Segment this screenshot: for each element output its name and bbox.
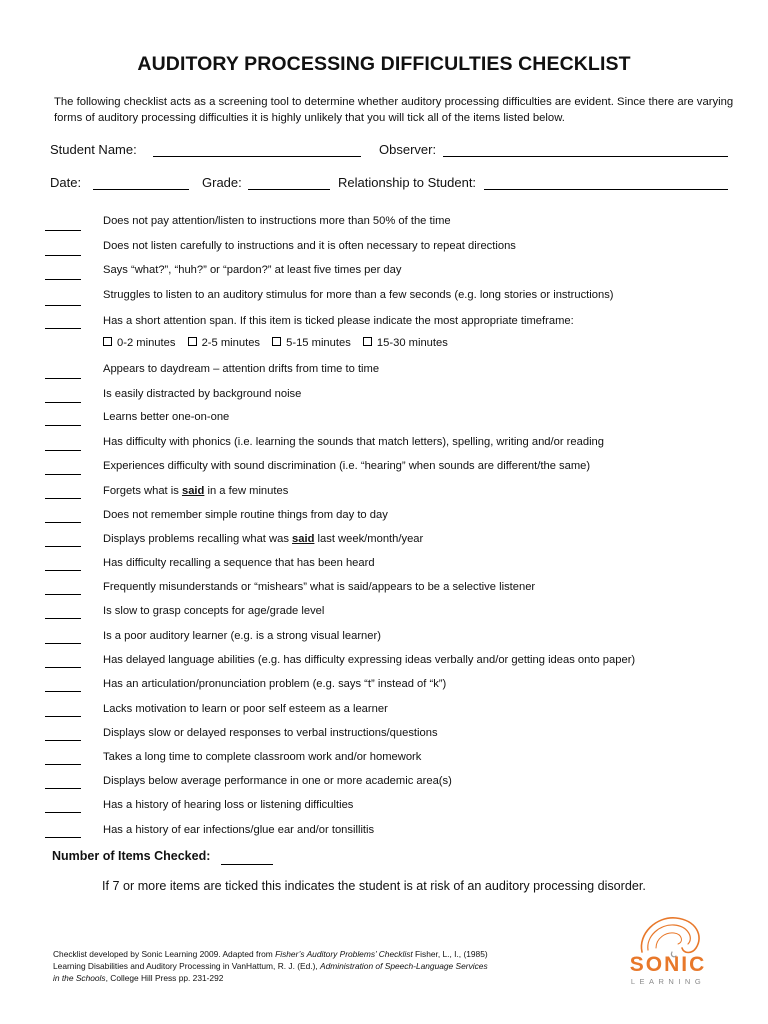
student-name-label: Student Name: [50,142,137,157]
checkbox-icon[interactable] [103,337,112,346]
checklist-item: Does not pay attention/listen to instructions more than 50% of the time [103,215,451,227]
items-checked-field[interactable] [221,864,273,865]
checklist-item: Has a history of hearing loss or listening difficulties [103,799,354,811]
checklist-item [103,485,288,497]
checklist-blank[interactable] [45,450,81,451]
checklist-item: Appears to daydream – attention drifts from time to time [103,363,380,375]
checklist-blank[interactable] [45,425,81,426]
item-text: Displays problems recalling what was [103,533,293,545]
checklist-item: Has an articulation/pronunciation problem (e.g. says “t” instead of “k”) [103,678,447,690]
checklist-blank[interactable] [45,279,81,280]
credit-text: Fisher, L., I., (1985) [412,949,488,959]
checklist-item: Does not listen carefully to instructions and it is often necessary to repeat directions [103,240,516,252]
item-emphasis: said [181,485,205,497]
checklist-item: Displays below average performance in one or more academic area(s) [103,775,452,787]
checklist-blank[interactable] [45,328,81,329]
checklist-item: Says “what?”, “huh?” or “pardon?” at least five times per day [103,264,402,276]
checklist-blank[interactable] [45,740,81,741]
timeframe-option[interactable] [363,337,448,349]
credits [53,948,573,984]
checklist-item: Is easily distracted by background noise [103,388,302,400]
logo-tagline: LEARNING [630,977,706,986]
checklist-blank[interactable] [45,498,81,499]
checklist-item: Has difficulty recalling a sequence that has been heard [103,557,375,569]
checklist-item: Has delayed language abilities (e.g. has difficulty expressing ideas verbally and/or getting ideas onto paper) [103,654,636,666]
checklist-item: Is a poor auditory learner (e.g. is a strong visual learner) [103,630,381,642]
checklist-blank[interactable] [45,474,81,475]
checklist-blank[interactable] [45,305,81,306]
checklist-blank[interactable] [45,618,81,619]
timeframe-label: 15-30 minutes [376,337,448,349]
intro-text: The following checklist acts as a screening tool to determine whether auditory processing difficulties are evident. Since there are varying forms of auditory processing difficulties it is highly unlikely that you will tick all of the items listed below. [54,96,734,124]
timeframe-option[interactable] [103,337,175,349]
checklist-blank[interactable] [45,378,81,379]
checkbox-icon[interactable] [272,337,281,346]
date-label: Date: [50,175,82,190]
checklist-blank[interactable] [45,788,81,789]
checklist-blank[interactable] [45,402,81,403]
checklist-item: Lacks motivation to learn or poor self esteem as a learner [103,703,388,715]
item-text: in a few minutes [204,485,289,497]
checklist-item [103,533,423,545]
checklist-blank[interactable] [45,812,81,813]
observer-field[interactable] [443,156,728,157]
credit-text: Checklist developed by Sonic Learning 2009. Adapted from [53,949,276,959]
checklist-item: Has a history of ear infections/glue ear and/or tonsillitis [103,824,375,836]
checklist-item: Is slow to grasp concepts for age/grade level [103,605,325,617]
credit-text: , College Hill Press pp. 231-292 [105,973,224,983]
items-checked-label: Number of Items Checked: [52,849,211,863]
checklist-blank[interactable] [45,594,81,595]
checklist-item: Frequently misunderstands or “mishears” what is said/appears to be a selective listener [103,581,536,593]
checklist-blank[interactable] [45,570,81,571]
checklist-blank[interactable] [45,667,81,668]
checklist-item: Learns better one-on-one [103,411,230,423]
checklist-item: Has difficulty with phonics (i.e. learning the sounds that match letters), spelling, writing and/or reading [103,436,605,448]
student-name-field[interactable] [153,156,361,157]
checklist-blank[interactable] [45,691,81,692]
checklist-blank[interactable] [45,522,81,523]
checklist-blank[interactable] [45,643,81,644]
page-title: AUDITORY PROCESSING DIFFICULTIES CHECKLIST [137,53,631,75]
checklist-item: Struggles to listen to an auditory stimulus for more than a few seconds (e.g. long stories or instructions) [103,289,614,301]
checklist-item: Has a short attention span. If this item is ticked please indicate the most appropriate timeframe: [103,315,574,327]
checklist-blank[interactable] [45,546,81,547]
checklist-blank[interactable] [45,716,81,717]
checklist-item: Displays slow or delayed responses to verbal instructions/questions [103,727,438,739]
item-emphasis: said [292,533,315,545]
checkbox-icon[interactable] [188,337,197,346]
checklist-item: Does not remember simple routine things from day to day [103,509,388,521]
observer-label: Observer: [379,142,437,157]
timeframe-label: 2-5 minutes [201,337,261,349]
risk-note: If 7 or more items are ticked this indicates the student is at risk of an auditory processing disorder. [102,879,646,893]
timeframe-label: 5-15 minutes [286,337,351,349]
item-text: Forgets what is [103,485,182,497]
logo-word: SONIC [629,953,707,976]
checklist-blank[interactable] [45,837,81,838]
timeframe-options [103,337,457,349]
timeframe-label: 0-2 minutes [117,337,176,349]
checkbox-icon[interactable] [363,337,372,346]
credit-title: in the Schools [53,973,106,983]
checklist-blank[interactable] [45,230,81,231]
sonic-learning-logo [612,908,724,988]
grade-label: Grade: [202,175,242,190]
checklist-blank[interactable] [45,255,81,256]
head-swirl-icon [641,918,699,957]
checklist-blank[interactable] [45,764,81,765]
relationship-field[interactable] [484,189,728,190]
checklist-item: Takes a long time to complete classroom work and/or homework [103,751,422,763]
credit-title: Administration of Speech-Language Services [320,961,488,971]
date-field[interactable] [93,189,189,190]
item-text: last week/month/year [314,533,424,545]
credit-title: Fisher’s Auditory Problems’ Checklist [275,949,413,959]
relationship-label: Relationship to Student: [338,175,477,190]
credit-text: Learning Disabilities and Auditory Processing in VanHattum, R. J. (Ed.), [53,961,321,971]
timeframe-option[interactable] [188,337,260,349]
timeframe-option[interactable] [272,337,351,349]
grade-field[interactable] [248,189,330,190]
checklist-item: Experiences difficulty with sound discrimination (i.e. “hearing” when sounds are different/the same) [103,460,591,472]
